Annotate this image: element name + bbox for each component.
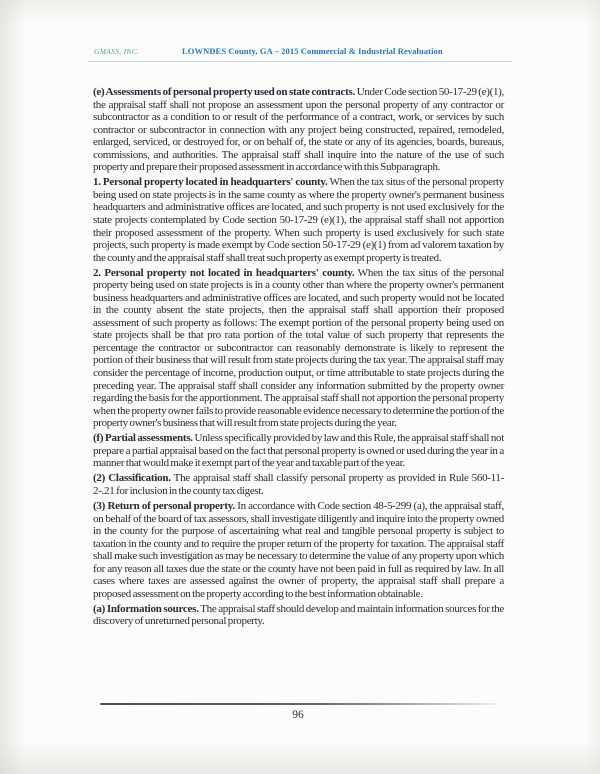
paragraph-a-sources <box>93 603 504 628</box>
footer-rule <box>100 703 496 705</box>
paragraph-f-lead: (f) Partial assessments. <box>93 432 193 445</box>
paragraph-3-return-lead: (3) Return of personal property. <box>93 500 235 512</box>
paragraph-e <box>93 86 504 174</box>
paragraph-e-text: Under Code section 50-17-29 (e)(1), the appraisal staff shall not propose an assessment upon the personal property of any contractor or subcontractor as a condition to or result of the performance of a contract, work, or services by such contractor or subcontractor in connection with any project being constructed, repaired, remodeled, enlarged, serviced, or destroyed for, or on behalf of, the state or any of its agencies, boards, bureaus, commissions, and authorities. The appraisal staff shall inquire into the nature of the use of such property and prepare their proposed assessment in accordance with this Subparagraph. <box>93 86 504 174</box>
paragraph-a-sources-text: The appraisal staff should develop and maintain information sources for the discovery of unreturned personal property. <box>93 602 504 628</box>
paragraph-a-sources-lead: (a) Information sources. <box>93 602 199 615</box>
paragraph-2-classification-lead: (2) Classification. <box>93 472 171 485</box>
page-header <box>88 44 512 62</box>
document-body <box>93 86 504 630</box>
paragraph-2-text: When the tax situs of the personal property being used on state projects is in a county other than where the property owner's permanent business headquarters and administrative offices are located, and such property would not be located in the county absent the state projects, then the appraisal staff shall apportion their proposed assessment of such property as follows: The exempt portion of the personal property being used on state projects shall be that pro rata portion of the total value of such property that represents the percentage the contractor or subcontractor can reasonably demonstrate is likely to represent the portion of their business that will result from state projects during the tax year. The appraisal staff may consider the percentage of income, production output, or time attributable to state projects during the preceding year. The appraisal staff shall consider any information submitted by the property owner regarding the basis for the apportionment. The appraisal staff shall not apportion the personal property when the property owner fails to provide reasonable evidence necessary to determine the portion of the property owner's business that will result from state projects during the year. <box>93 266 505 430</box>
paragraph-3-return-text: In accordance with Code section 48-5-299 (a), the appraisal staff, on behalf of the board of tax assessors, shall investigate diligently and inquire into the property owned in the county for the purpose of ascertaining what real and tangible personal property is subject to taxation in the county and to require the proper return of the property for taxation. The appraisal staff shall make such investigation as may be necessary to determine the value of any property upon which for any reason all taxes due the state or the county have not been paid in full as required by law. In all cases where taxes are assessed against the owner of property, the appraisal staff shall prepare a proposed assessment on the property according to the best information obtainable. <box>93 500 504 600</box>
document-title: LOWNDES County, GA – 2015 Commercial & Industrial Revaluation <box>182 46 443 56</box>
paragraph-1 <box>93 176 504 264</box>
paragraph-3-return <box>93 500 504 600</box>
paragraph-1-text: When the tax situs of the personal property being used on state projects is in the same county as where the property owner's permanent business headquarters and administrative offices are located, and such property is not used exclusively for the state projects contemplated by Code section 50-17-29 (e)(1), the appraisal staff shall not apportion their proposed assessment of the property. When such property is used exclusively for such state projects, such property is made exempt by Code section 50-17-29 (e)(1) from ad valorem taxation by the county and the appraisal staff shall treat such property as exempt property is treated. <box>93 176 505 264</box>
page-number: 96 <box>292 709 304 721</box>
paragraph-e-lead: (e) Assessments of personal property used on state contracts. <box>93 86 356 98</box>
paragraph-f-text: Unless specifically provided by law and this Rule, the appraisal staff shall not prepare a partial appraisal based on the fact that personal property is owned or used during the year in a manner that would make it exempt part of the year and taxable part of the year. <box>93 432 505 470</box>
paragraph-2-classification <box>93 472 504 497</box>
paragraph-f <box>93 432 504 470</box>
paragraph-1-lead: 1. Personal property located in headquarters' county. <box>93 176 328 189</box>
paragraph-2 <box>93 267 504 430</box>
paragraph-2-classification-text: The appraisal staff shall classify personal property as provided in Rule 560-11-2-.21 for inclusion in the county tax digest. <box>93 472 504 497</box>
company-name: GMASS, INC. <box>94 47 140 56</box>
paragraph-2-lead: 2. Personal property not located in headquarters' county. <box>93 266 355 279</box>
